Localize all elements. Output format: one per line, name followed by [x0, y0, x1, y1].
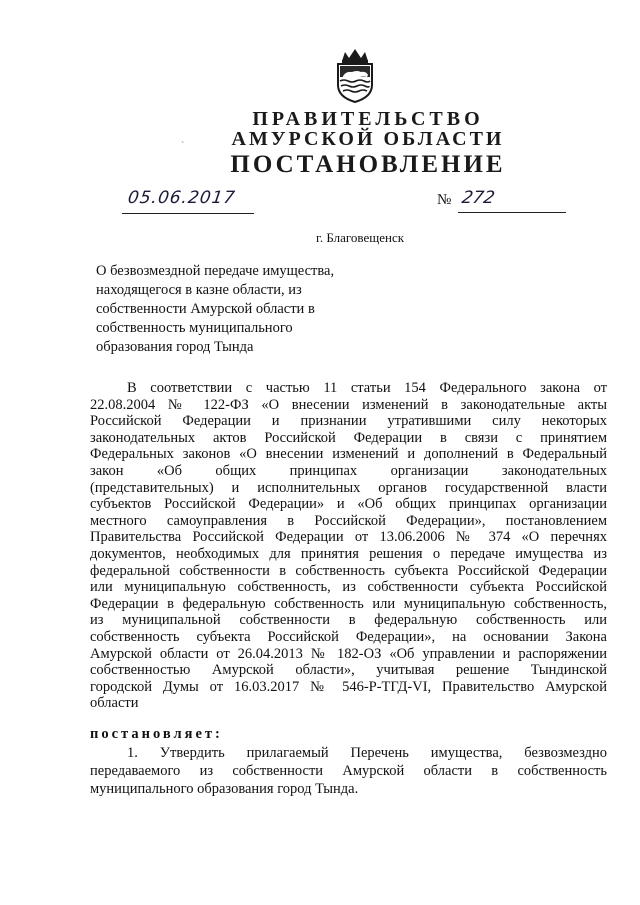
resolution-heading: постановляет:: [90, 726, 223, 742]
government-title: ПРАВИТЕЛЬСТВО: [252, 108, 484, 130]
body-line: Федеральных законов «О внесении изменений и дополнений в Федеральный: [90, 446, 607, 463]
body-line: федеральной собственности в собственность субъекта Российской Федерации: [90, 562, 607, 579]
body-line: из муниципальной собственности в федеральную собственность или: [90, 612, 607, 629]
amur-coat-of-arms-icon: [330, 47, 380, 103]
document-number: 272: [460, 188, 497, 208]
body-line: 22.08.2004 № 122-ФЗ «О внесении изменений в законодательные акты: [90, 396, 607, 413]
subject-line: собственности Амурской области в: [96, 301, 315, 317]
document-type: ПОСТАНОВЛЕНИЕ: [230, 151, 506, 178]
body-line: Российской Федерации и признании утратившими силу некоторых: [90, 413, 607, 430]
subject-line: образования город Тында: [96, 339, 254, 355]
subject-line: О безвозмездной передаче имущества,: [96, 263, 335, 279]
preamble-paragraph: [90, 380, 607, 712]
resolution-item-1: [90, 744, 607, 798]
body-line: Правительства Российской Федерации от 13.06.2006 № 374 «О перечнях: [90, 529, 607, 546]
subject-line: собственность муниципального: [96, 320, 293, 336]
body-line: Федерации в федеральную собственность или муниципальную собственность,: [90, 595, 607, 612]
body-line: собственность субъекта Российской Федерации», на основании Закона: [90, 628, 607, 645]
item-line: передаваемого из собственности Амурской области в собственность: [90, 763, 607, 779]
body-line: собственностью Амурской области», учитывая решение Тындинской: [90, 662, 607, 679]
item-line: 1. Утвердить прилагаемый Перечень имущества, безвозмездно: [127, 745, 607, 761]
body-line: местного самоуправления в Российской Федерации», постановлением: [90, 512, 607, 529]
body-line: или муниципальную собственность, из собственности субъекта Российской: [90, 579, 607, 596]
body-line: области: [90, 695, 139, 712]
item-line: муниципального образования город Тында.: [90, 781, 359, 797]
document-date: 05.06.2017: [126, 188, 237, 208]
body-line: (представительных) и исполнительных органов государственной власти: [90, 479, 607, 496]
region-title: АМУРСКОЙ ОБЛАСТИ: [231, 128, 505, 150]
document-subject: [96, 262, 386, 357]
body-line: законодательных актов Российской Федерации в связи с принятием: [90, 429, 607, 446]
body-line: закон «Об общих принципах организации законодательных: [90, 462, 607, 479]
body-line: Амурской области от 26.04.2013 № 182-ОЗ «Об управлении и распоряжении: [90, 645, 607, 662]
number-sign: №: [437, 192, 452, 208]
subject-line: находящегося в казне области, из: [96, 282, 302, 298]
stray-mark: `: [181, 141, 185, 152]
body-line: городской Думы от 16.03.2017 № 546-Р-ТГД-VI, Правительство Амурской: [90, 678, 607, 695]
city-name: г. Благовещенск: [315, 230, 405, 245]
body-line: субъектов Российской Федерации» и «Об общих принципах организации: [90, 496, 607, 513]
body-line: В соответствии с частью 11 статьи 154 Федерального закона от: [127, 380, 607, 396]
body-line: документов, необходимых для принятия решения о передаче имущества из: [90, 545, 607, 562]
